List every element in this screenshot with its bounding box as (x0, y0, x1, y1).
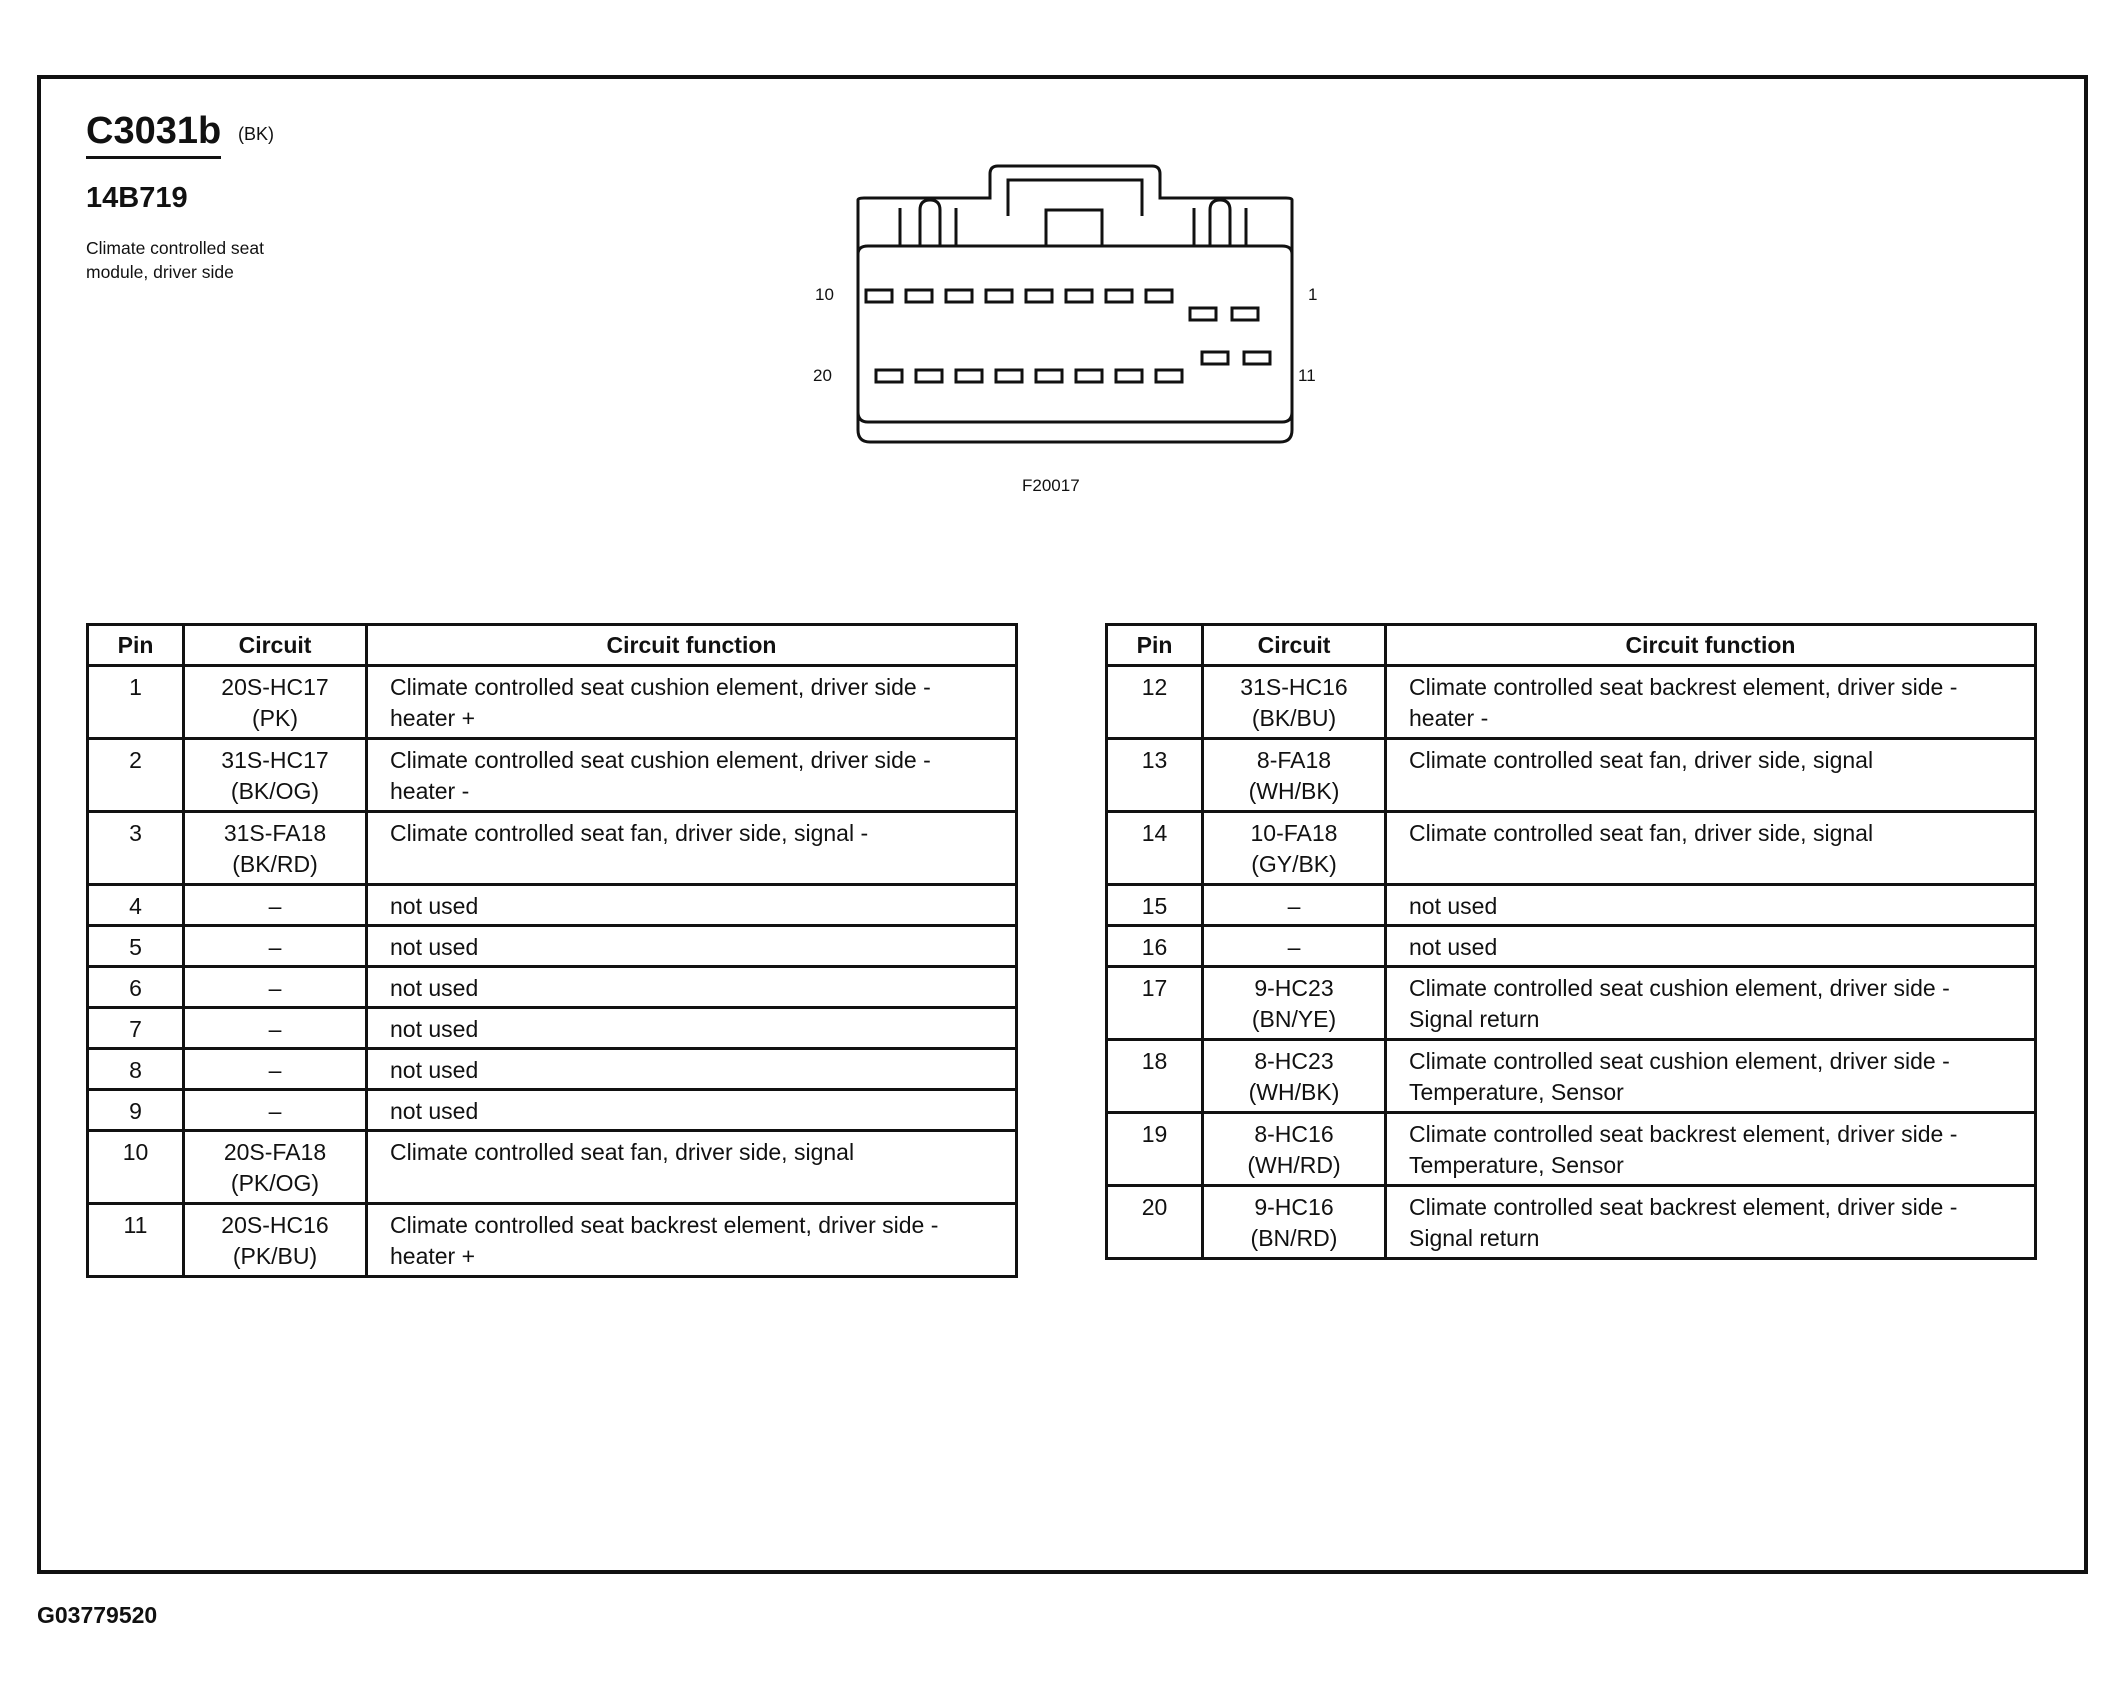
circuit-cell (184, 967, 367, 1008)
wire-color: (BN/RD) (1250, 1225, 1338, 1251)
circuit-function: Climate controlled seat fan, driver side, signal (367, 1131, 1017, 1204)
circuit-cell (1203, 885, 1386, 926)
pin-cavity-1 (1232, 308, 1258, 320)
circuit-id: 8-HC23 (1254, 1048, 1334, 1074)
pin-number: 10 (88, 1131, 184, 1204)
circuit-function: Climate controlled seat fan, driver side, signal - (367, 812, 1017, 885)
circuit-cell (184, 1131, 367, 1204)
graphic-code: G03779520 (37, 1602, 158, 1628)
circuit-id: – (268, 893, 282, 919)
pin-number: 17 (1107, 967, 1203, 1040)
pin-number: 11 (88, 1204, 184, 1277)
circuit-function: not used (367, 1049, 1017, 1090)
pin-number: 4 (88, 885, 184, 926)
pin-cavity-12 (1202, 352, 1228, 364)
circuit-cell (1203, 1113, 1386, 1186)
wire-color: (BK/RD) (232, 851, 318, 877)
pin-cavity-11 (1244, 352, 1270, 364)
table-row (88, 1049, 1017, 1090)
circuit-cell (1203, 812, 1386, 885)
pin-number: 6 (88, 967, 184, 1008)
pin-number: 1 (88, 666, 184, 739)
circuit-cell (1203, 739, 1386, 812)
circuit-id: 8-FA18 (1256, 747, 1332, 773)
circuit-function: not used (367, 885, 1017, 926)
left-rib-outer (920, 200, 940, 246)
circuit-id: 31S-HC16 (1240, 674, 1348, 700)
circuit-id: – (268, 1016, 282, 1042)
table-row (88, 967, 1017, 1008)
wire-color: (PK/OG) (230, 1170, 320, 1196)
wire-color: (BN/YE) (1251, 1006, 1337, 1032)
connector-id: C3031b (86, 108, 221, 159)
table-row (88, 666, 1017, 739)
table-row (1107, 739, 2036, 812)
circuit-cell (184, 739, 367, 812)
pin-number: 19 (1107, 1113, 1203, 1186)
circuit-id: 31S-FA18 (223, 820, 327, 846)
circuit-cell (1203, 666, 1386, 739)
pin-number: 16 (1107, 926, 1203, 967)
table-row (1107, 1113, 2036, 1186)
table-row (88, 1090, 1017, 1131)
circuit-function: Climate controlled seat cushion element, driver side - Signal return (1386, 967, 2036, 1040)
wire-color: (WH/RD) (1247, 1152, 1341, 1178)
table-row (88, 1131, 1017, 1204)
wire-color: (BK/BU) (1251, 705, 1337, 731)
circuit-cell (1203, 967, 1386, 1040)
pin-cavity-8 (946, 290, 972, 302)
circuit-id: 20S-HC16 (221, 1212, 329, 1238)
circuit-cell (184, 812, 367, 885)
table-row (88, 885, 1017, 926)
pin-label-11: 11 (1298, 366, 1316, 385)
table-row (88, 812, 1017, 885)
circuit-function: Climate controlled seat cushion element, driver side - heater - (367, 739, 1017, 812)
wire-color: (PK/BU) (232, 1243, 318, 1269)
circuit-cell (184, 1008, 367, 1049)
circuit-function: not used (367, 1008, 1017, 1049)
table-row (1107, 1040, 2036, 1113)
pin-cavity-5 (1066, 290, 1092, 302)
circuit-function: not used (1386, 885, 2036, 926)
pin-cavity-17 (996, 370, 1022, 382)
right-rib-outer (1210, 200, 1230, 246)
table-row (1107, 666, 2036, 739)
pin-cavity-20 (876, 370, 902, 382)
pin-number: 8 (88, 1049, 184, 1090)
circuit-function: Climate controlled seat fan, driver side, signal (1386, 739, 2036, 812)
pin-cavity-10 (866, 290, 892, 302)
pin-cavity-4 (1106, 290, 1132, 302)
figure-code: F20017 (1022, 476, 1080, 495)
table-row (1107, 967, 2036, 1040)
circuit-function: not used (367, 926, 1017, 967)
circuit-id: – (1287, 893, 1301, 919)
pin-cavity-7 (986, 290, 1012, 302)
header-pin: Pin (1107, 625, 1203, 666)
circuit-function: not used (367, 967, 1017, 1008)
circuit-cell (184, 666, 367, 739)
wire-color: (PK) (252, 705, 298, 731)
circuit-id: 20S-HC17 (221, 674, 329, 700)
circuit-function: Climate controlled seat cushion element, driver side - Temperature, Sensor (1386, 1040, 2036, 1113)
circuit-function: Climate controlled seat backrest element, driver side - heater - (1386, 666, 2036, 739)
circuit-cell (184, 1090, 367, 1131)
pin-cavity-15 (1076, 370, 1102, 382)
pin-number: 13 (1107, 739, 1203, 812)
pin-cavity-2 (1190, 308, 1216, 320)
connector-color: (BK) (238, 124, 274, 144)
header-function: Circuit function (367, 625, 1017, 666)
circuit-id: – (1287, 934, 1301, 960)
pin-cavity-13 (1156, 370, 1182, 382)
wire-color: (WH/BK) (1248, 778, 1340, 804)
pin-number: 9 (88, 1090, 184, 1131)
connector-face-drawing (840, 160, 1300, 460)
table-row (88, 1008, 1017, 1049)
circuit-id: 9-HC16 (1254, 1194, 1334, 1220)
pin-number: 18 (1107, 1040, 1203, 1113)
pin-number: 3 (88, 812, 184, 885)
pin-cavity-6 (1026, 290, 1052, 302)
circuit-id: – (268, 934, 282, 960)
wire-color: (WH/BK) (1248, 1079, 1340, 1105)
pin-table-left (86, 623, 1018, 1278)
table-row (1107, 885, 2036, 926)
header-circuit: Circuit (184, 625, 367, 666)
pin-cavity-3 (1146, 290, 1172, 302)
pin-label-20: 20 (813, 366, 832, 385)
pin-cavity-14 (1116, 370, 1142, 382)
table-row (88, 739, 1017, 812)
circuit-id: – (268, 975, 282, 1001)
circuit-function: Climate controlled seat backrest element, driver side - Signal return (1386, 1186, 2036, 1259)
circuit-id: 10-FA18 (1250, 820, 1338, 846)
circuit-id: 9-HC23 (1254, 975, 1334, 1001)
circuit-function: not used (1386, 926, 2036, 967)
header-circuit: Circuit (1203, 625, 1386, 666)
pin-number: 14 (1107, 812, 1203, 885)
wire-color: (BK/OG) (230, 778, 320, 804)
circuit-id: 8-HC16 (1254, 1121, 1334, 1147)
circuit-cell (184, 1049, 367, 1090)
pin-label-1: 1 (1308, 285, 1318, 304)
circuit-cell (1203, 1186, 1386, 1259)
pin-number: 12 (1107, 666, 1203, 739)
circuit-id: – (268, 1098, 282, 1124)
pin-number: 7 (88, 1008, 184, 1049)
table-row (88, 926, 1017, 967)
circuit-cell (184, 885, 367, 926)
connector-description: Climate controlled seat module, driver side (86, 238, 264, 282)
wire-color: (GY/BK) (1251, 851, 1337, 877)
pin-cavity-19 (916, 370, 942, 382)
pin-number: 5 (88, 926, 184, 967)
header-function: Circuit function (1386, 625, 2036, 666)
circuit-function: Climate controlled seat backrest element, driver side - Temperature, Sensor (1386, 1113, 2036, 1186)
header-pin: Pin (88, 625, 184, 666)
table-row (88, 1204, 1017, 1277)
connector-housing-outline (858, 166, 1292, 442)
table-row (1107, 1186, 2036, 1259)
pin-table-right (1105, 623, 2037, 1260)
pin-cavity-16 (1036, 370, 1062, 382)
part-number: 14B719 (86, 182, 188, 214)
circuit-id: 31S-HC17 (221, 747, 329, 773)
circuit-function: not used (367, 1090, 1017, 1131)
pin-number: 15 (1107, 885, 1203, 926)
circuit-cell (184, 1204, 367, 1277)
pin-label-10: 10 (815, 285, 834, 304)
circuit-id: – (268, 1057, 282, 1083)
circuit-cell (184, 926, 367, 967)
table-row (1107, 812, 2036, 885)
table-row (1107, 926, 2036, 967)
circuit-function: Climate controlled seat fan, driver side, signal (1386, 812, 2036, 885)
circuit-id: 20S-FA18 (223, 1139, 327, 1165)
circuit-function: Climate controlled seat backrest element, driver side - heater + (367, 1204, 1017, 1277)
circuit-function: Climate controlled seat cushion element, driver side - heater + (367, 666, 1017, 739)
connector-face-outline (858, 246, 1292, 422)
pin-cavity-9 (906, 290, 932, 302)
pin-number: 20 (1107, 1186, 1203, 1259)
latch-tab (1046, 210, 1102, 246)
table-header-row (88, 625, 1017, 666)
table-header-row (1107, 625, 2036, 666)
pin-number: 2 (88, 739, 184, 812)
pin-cavity-18 (956, 370, 982, 382)
circuit-cell (1203, 926, 1386, 967)
circuit-cell (1203, 1040, 1386, 1113)
